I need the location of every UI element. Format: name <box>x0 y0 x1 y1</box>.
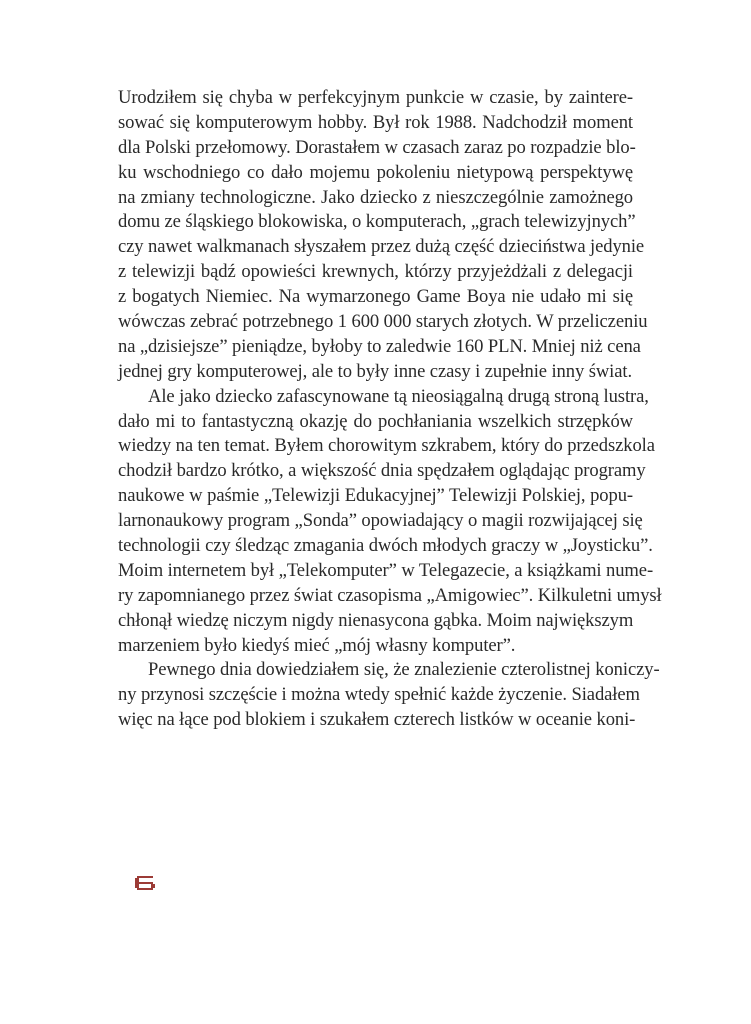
text-line: czy nawet walkmanach słyszałem przez dużą część dzieciństwa jedynie <box>118 236 645 258</box>
page-number-pixel <box>141 882 143 884</box>
text-line: chłonął wiedzę niczym nigdy nienasycona gąbka. Moim największym <box>118 609 634 631</box>
page-number-pixel <box>149 888 151 890</box>
page-number-pixel <box>137 876 139 878</box>
page-number <box>135 876 155 892</box>
page-number-pixel <box>145 888 147 890</box>
page-number-glyph <box>135 876 155 892</box>
body-text <box>118 86 662 733</box>
text-line: wiedzy na ten temat. Byłem chorowitym szkrabem, który do przedszkola <box>118 435 655 457</box>
page-number-pixel <box>137 882 139 884</box>
page-number-pixel <box>151 884 153 886</box>
text-line: Urodziłem się chyba w perfekcyjnym punkcie w czasie, by zaintere- <box>118 87 633 108</box>
text-line: z telewizji bądź opowieści krewnych, którzy przyjeżdżali z delegacji <box>118 261 633 283</box>
page-number-pixel <box>137 886 139 888</box>
text-line: Pewnego dnia dowiedziałem się, że znalezienie czterolistnej koniczy- <box>148 659 660 681</box>
text-line: naukowe w paśmie „Telewizji Edukacyjnej” Telewizji Polskiej, popu- <box>118 485 633 507</box>
page-number-pixel <box>137 888 139 890</box>
page-number-pixel <box>147 876 149 878</box>
page-number-pixel <box>139 876 141 878</box>
text-line: na „dzisiejsze” pieniądze, byłoby to zaledwie 160 PLN. Mniej niż cena <box>118 335 641 357</box>
text-line: jednej gry komputerowej, ale to były inne czasy i zupełnie inny świat. <box>118 360 632 382</box>
page-number-pixel <box>135 884 137 886</box>
text-line: na zmiany technologiczne. Jako dziecko z nieszczególnie zamożnego <box>118 186 633 208</box>
page-number-pixel <box>153 884 155 886</box>
page-number-pixel <box>143 888 145 890</box>
page-number-pixel <box>151 882 153 884</box>
page-number-pixel <box>151 886 153 888</box>
text-line: larnonaukowy program „Sonda” opowiadający o magii rozwijającej się <box>118 510 643 532</box>
text-line: technologii czy śledząc zmagania dwóch młodych graczy w „Joysticku”. <box>118 535 653 557</box>
page-number-pixel <box>139 888 141 890</box>
text-line: więc na łące pod blokiem i szukałem czterech listków w oceanie koni- <box>118 709 636 731</box>
text-line: sować się komputerowym hobby. Był rok 1988. Nadchodził moment <box>118 111 633 133</box>
text-line: Ale jako dziecko zafascynowane tą nieosiągalną drugą stroną lustra, <box>148 385 649 407</box>
page-number-pixel <box>135 878 137 880</box>
text-line: ry zapomnianego przez świat czasopisma „Amigowiec”. Kilkuletni umysł <box>118 584 662 606</box>
text-line: chodził bardzo krótko, a większość dnia spędzałem oglądając programy <box>118 460 646 482</box>
page-number-pixel <box>151 876 153 878</box>
page-number-pixel <box>147 888 149 890</box>
paragraph <box>118 658 660 733</box>
page-number-pixel <box>151 888 153 890</box>
paragraph <box>118 86 648 385</box>
page-number-pixel <box>145 876 147 878</box>
page-number-pixel <box>147 882 149 884</box>
page-number-pixel <box>137 884 139 886</box>
text-line: domu ze śląskiego blokowiska, o komputerach, „grach telewizyjnych” <box>118 211 636 233</box>
page-number-pixel <box>149 882 151 884</box>
page-number-pixel <box>137 880 139 882</box>
page-number-pixel <box>135 882 137 884</box>
page-number-pixel <box>141 888 143 890</box>
page-number-pixel <box>137 878 139 880</box>
text-line: Moim internetem był „Telekomputer” w Telegazecie, a książkami nume- <box>118 559 654 581</box>
text-line: wówczas zebrać potrzebnego 1 600 000 starych złotych. W przeliczeniu <box>118 311 648 333</box>
page-number-pixel <box>139 882 141 884</box>
page-number-pixel <box>135 886 137 888</box>
page-number-pixel <box>149 876 151 878</box>
text-line: ny przynosi szczęście i można wtedy spełnić każde życzenie. Siadałem <box>118 684 640 706</box>
page-number-pixel <box>141 876 143 878</box>
text-line: z bogatych Niemiec. Na wymarzonego Game Boya nie udało mi się <box>118 286 633 308</box>
text-line: ku wschodniego co dało mojemu pokoleniu nietypową perspektywę <box>118 161 633 183</box>
text-line: dało mi to fantastyczną okazję do pochłaniania wszelkich strzępków <box>118 410 633 432</box>
text-line: marzeniem było kiedyś mieć „mój własny komputer”. <box>118 634 516 656</box>
paragraph <box>118 385 662 659</box>
page-number-pixel <box>145 882 147 884</box>
page-number-pixel <box>153 886 155 888</box>
text-line: dla Polski przełomowy. Dorastałem w czasach zaraz po rozpadzie blo- <box>118 136 636 158</box>
page-number-pixel <box>143 882 145 884</box>
page-number-pixel <box>143 876 145 878</box>
page-number-pixel <box>135 880 137 882</box>
